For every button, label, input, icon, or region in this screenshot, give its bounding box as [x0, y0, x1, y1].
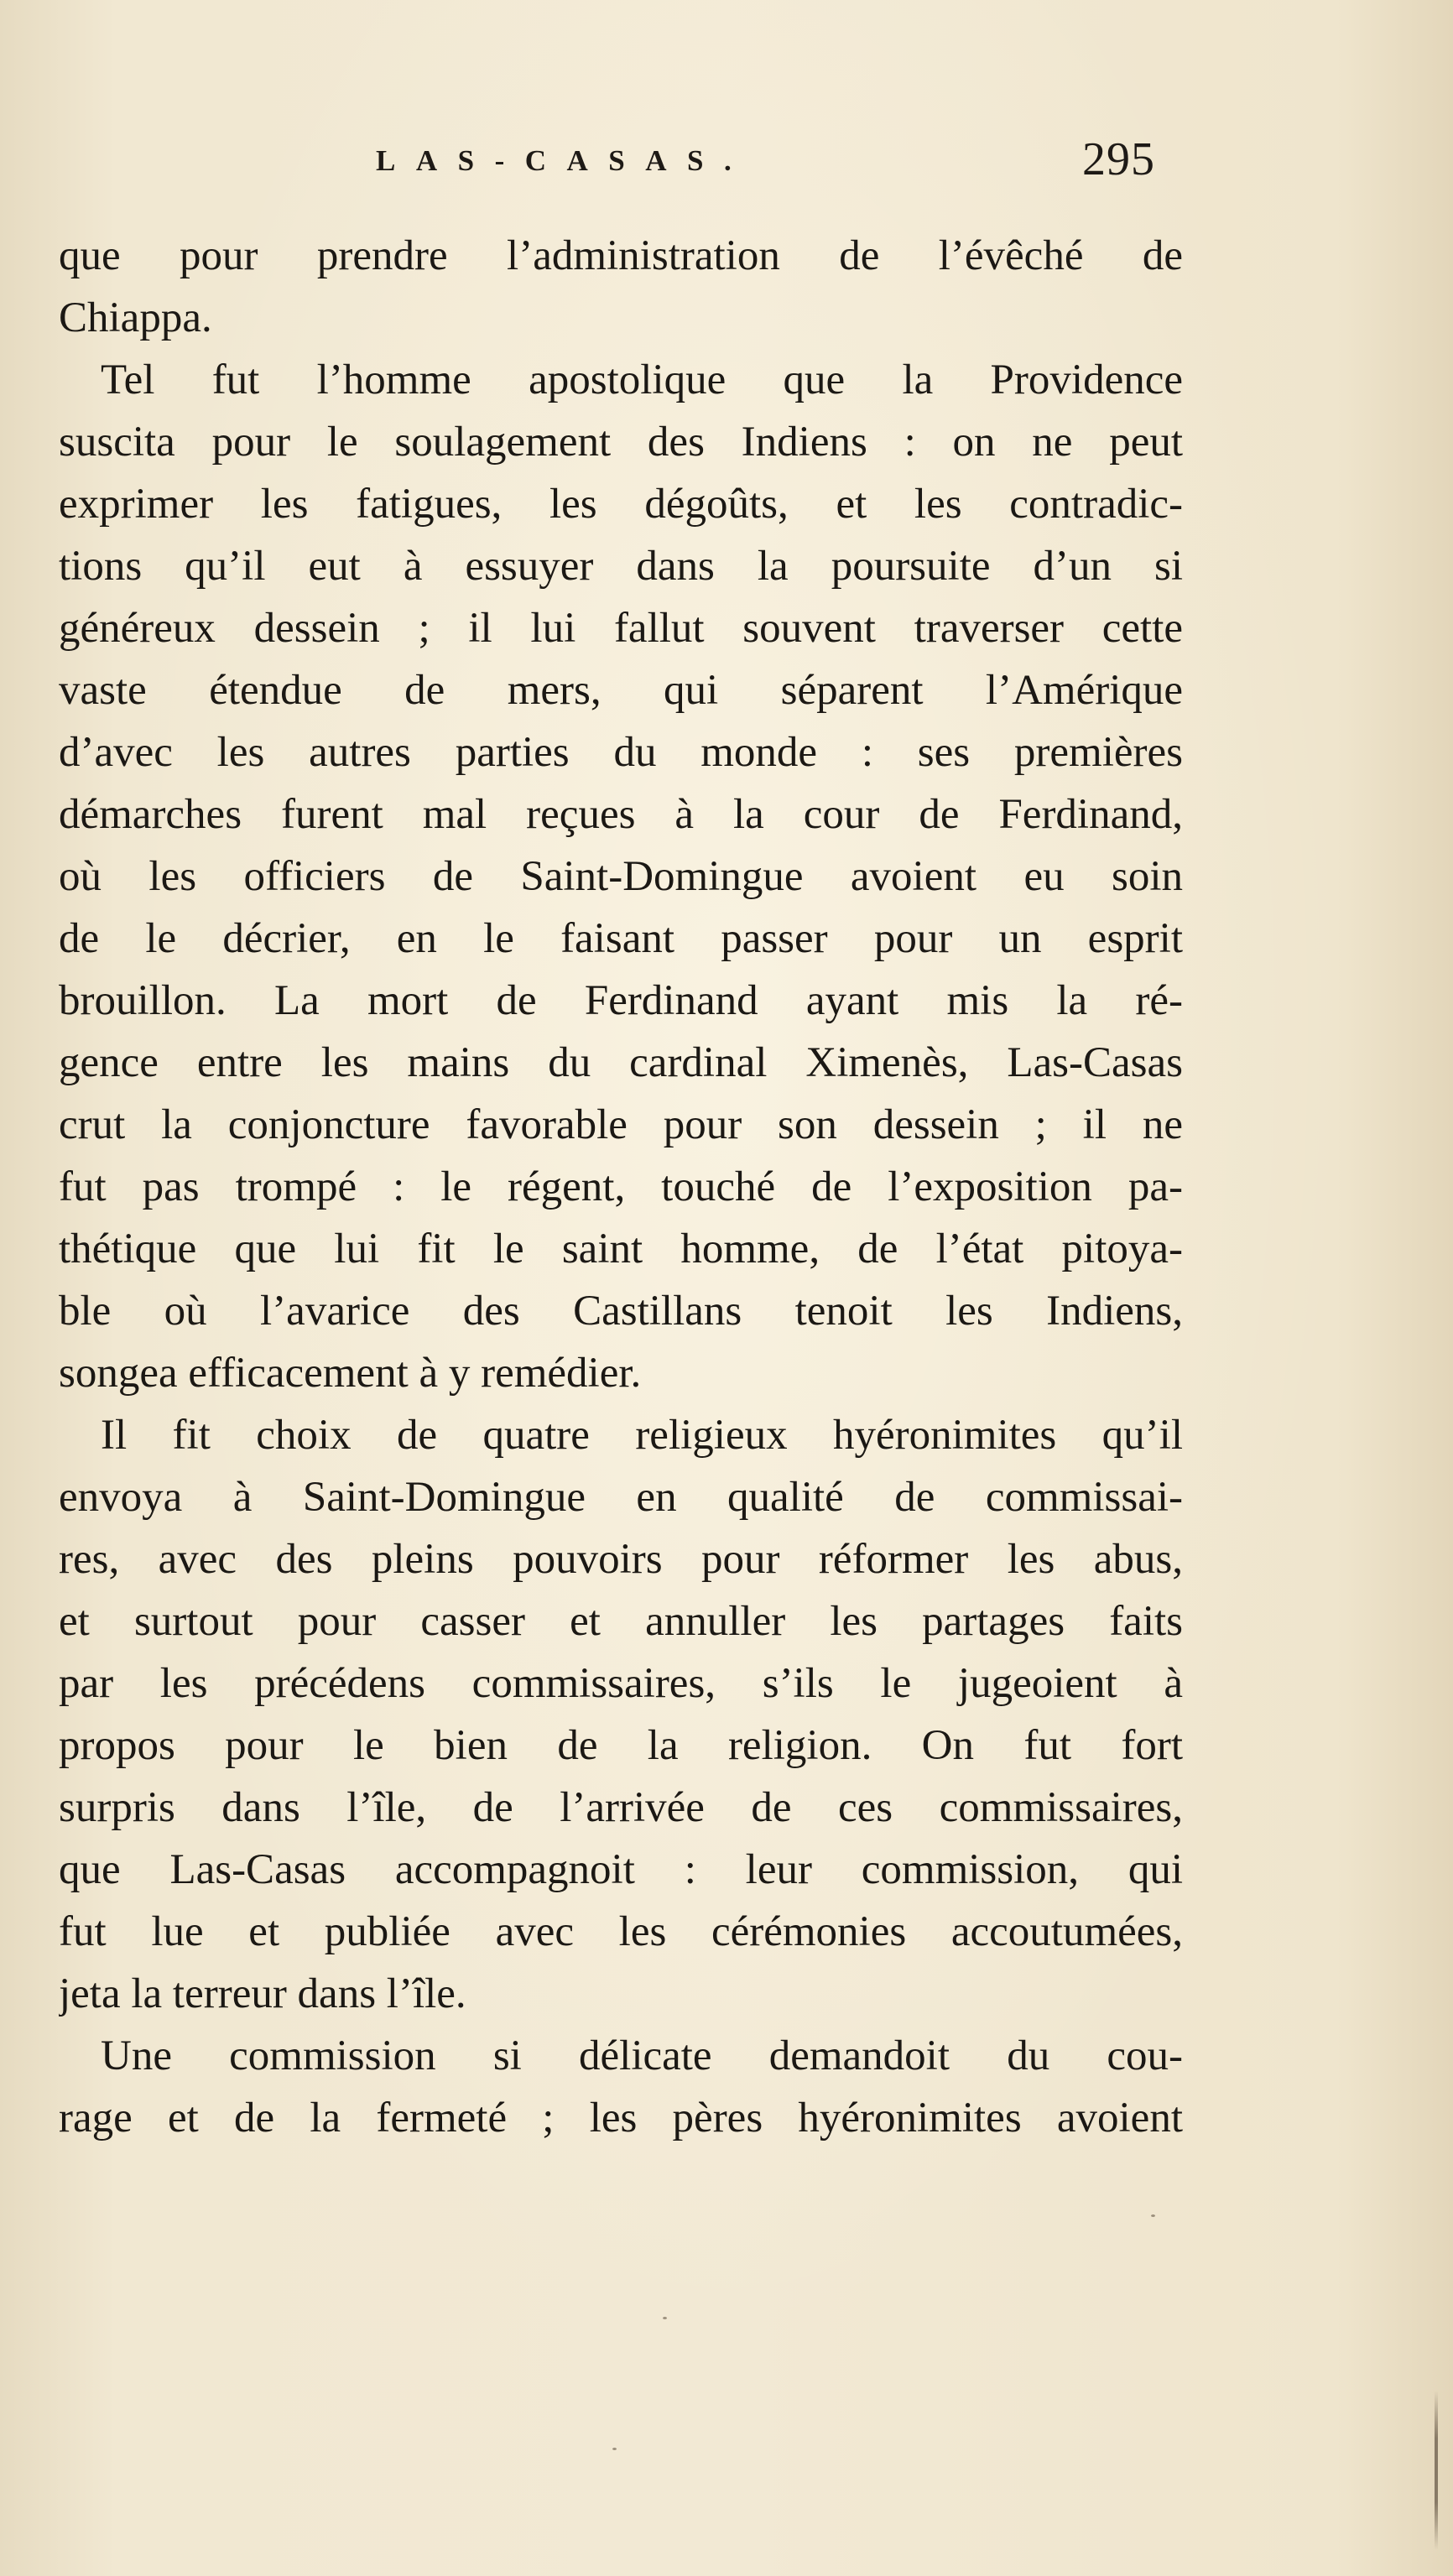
text-line: suscita pour le soulagement des Indiens : on ne peut — [59, 419, 1183, 466]
text-line: ble où l’avarice des Castillans tenoit les Indiens, — [59, 1288, 1183, 1335]
paragraph-first-line: Tel fut l’homme apostolique que la Providence — [101, 356, 1183, 403]
paper-speck — [612, 2448, 617, 2450]
paper-speck — [663, 2317, 667, 2319]
text-line: jeta la terreur dans l’île. — [59, 1970, 466, 2017]
text-line: surpris dans l’île, de l’arrivée de ces commissaires, — [59, 1784, 1183, 1831]
text-line: fut lue et publiée avec les cérémonies accoutumées, — [59, 1908, 1183, 1955]
text-line: rage et de la fermeté ; les pères hyéronimites avoient — [59, 2095, 1183, 2141]
text-line: exprimer les fatigues, les dégoûts, et les contradic- — [59, 481, 1183, 528]
text-line: où les officiers de Saint-Domingue avoient eu soin — [59, 853, 1183, 900]
text-line: que Las-Casas accompagnoit : leur commission, qui — [59, 1846, 1183, 1893]
paragraph-first-line: Il fit choix de quatre religieux hyéronimites qu’il — [101, 1412, 1183, 1459]
text-line: et surtout pour casser et annuller les partages faits — [59, 1598, 1183, 1645]
text-line: envoya à Saint-Domingue en qualité de commissai- — [59, 1474, 1183, 1521]
text-line: démarches furent mal reçues à la cour de Ferdinand, — [59, 791, 1183, 838]
text-line: par les précédens commissaires, s’ils le jugeoient à — [59, 1660, 1183, 1707]
text-line: brouillon. La mort de Ferdinand ayant mis la ré- — [59, 977, 1183, 1024]
body-text — [59, 225, 1183, 2149]
paper-speck — [1151, 2214, 1155, 2217]
text-line: propos pour le bien de la religion. On fut fort — [59, 1722, 1183, 1769]
text-line: res, avec des pleins pouvoirs pour réformer les abus, — [59, 1536, 1183, 1583]
text-line: d’avec les autres parties du monde : ses premières — [59, 729, 1183, 776]
running-head: LAS-CASAS. — [376, 144, 753, 177]
text-line: Chiappa. — [59, 294, 212, 341]
text-line: gence entre les mains du cardinal Ximenès, Las-Casas — [59, 1039, 1183, 1086]
text-line: généreux dessein ; il lui fallut souvent traverser cette — [59, 605, 1183, 652]
paragraph-first-line: Une commission si délicate demandoit du cou- — [101, 2032, 1183, 2079]
text-line: thétique que lui fit le saint homme, de l’état pitoya- — [59, 1226, 1183, 1272]
text-line: vaste étendue de mers, qui séparent l’Amérique — [59, 667, 1183, 714]
page-header — [0, 133, 1453, 191]
page-number: 295 — [1082, 133, 1155, 185]
text-line: crut la conjoncture favorable pour son dessein ; il ne — [59, 1101, 1183, 1148]
text-line: de le décrier, en le faisant passer pour un esprit — [59, 915, 1183, 962]
text-line: tions qu’il eut à essuyer dans la poursuite d’un si — [59, 543, 1183, 590]
text-line: fut pas trompé : le régent, touché de l’exposition pa- — [59, 1163, 1183, 1210]
page-edge-shadow — [1435, 2391, 1438, 2550]
text-line: que pour prendre l’administration de l’évêché de — [59, 232, 1183, 279]
text-line: songea efficacement à y remédier. — [59, 1350, 642, 1397]
